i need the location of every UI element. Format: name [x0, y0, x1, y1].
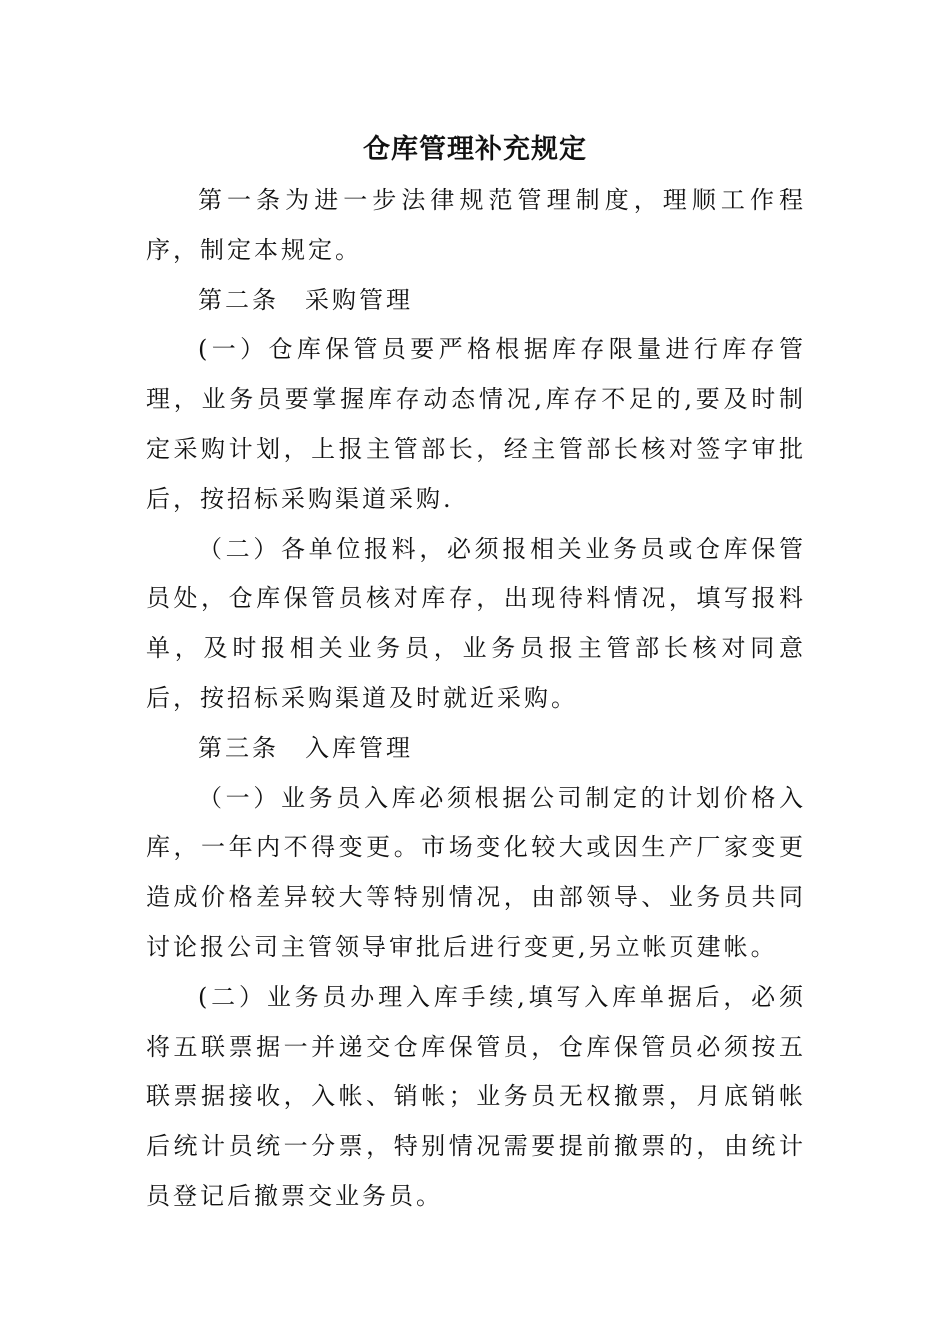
document-body: [146, 176, 806, 1222]
article-2-heading: [146, 276, 806, 326]
article-3-item-1: （一）业务员入库必须根据公司制定的计划价格入库，一年内不得变更。市场变化较大或因生产厂家变更造成价格差异较大等特别情况，由部领导、业务员共同讨论报公司主管领导审批后进行变更,另立帐页建帐。: [146, 783, 806, 961]
article-1: [146, 176, 806, 276]
article-2-title: 采购管理: [305, 285, 413, 314]
article-1-text: 为进一步法律规范管理制度，理顺工作程序，制定本规定。: [146, 186, 807, 264]
article-3-title: 入库管理: [305, 733, 413, 762]
article-1-label: 第一条: [198, 186, 286, 214]
document-title: 仓库管理补充规定: [363, 134, 587, 165]
article-2-item-1: (一）仓库保管员要严格根据库存限量进行库存管理，业务员要掌握库存动态情况,库存不足的,要及时制定采购计划，上报主管部长，经主管部长核对签字审批后，按招标采购渠道采购.: [146, 335, 806, 513]
article-3-label: 第三条: [198, 733, 279, 762]
article-3-item-2: (二）业务员办理入库手续,填写入库单据后，必须将五联票据一并递交仓库保管员，仓库保管员必须按五联票据接收，入帐、销帐；业务员无权撤票，月底销帐后统计员统一分票，特别情况需要提前撤票的，由统计员登记后撤票交业务员。: [146, 982, 806, 1210]
article-2-item-2: （二）各单位报料，必须报相关业务员或仓库保管员处，仓库保管员核对库存，出现待料情况，填写报料单，及时报相关业务员，业务员报主管部长核对同意后，按招标采购渠道及时就近采购。: [146, 534, 806, 712]
article-3-heading: [146, 724, 806, 774]
article-2-label: 第二条: [198, 285, 279, 314]
